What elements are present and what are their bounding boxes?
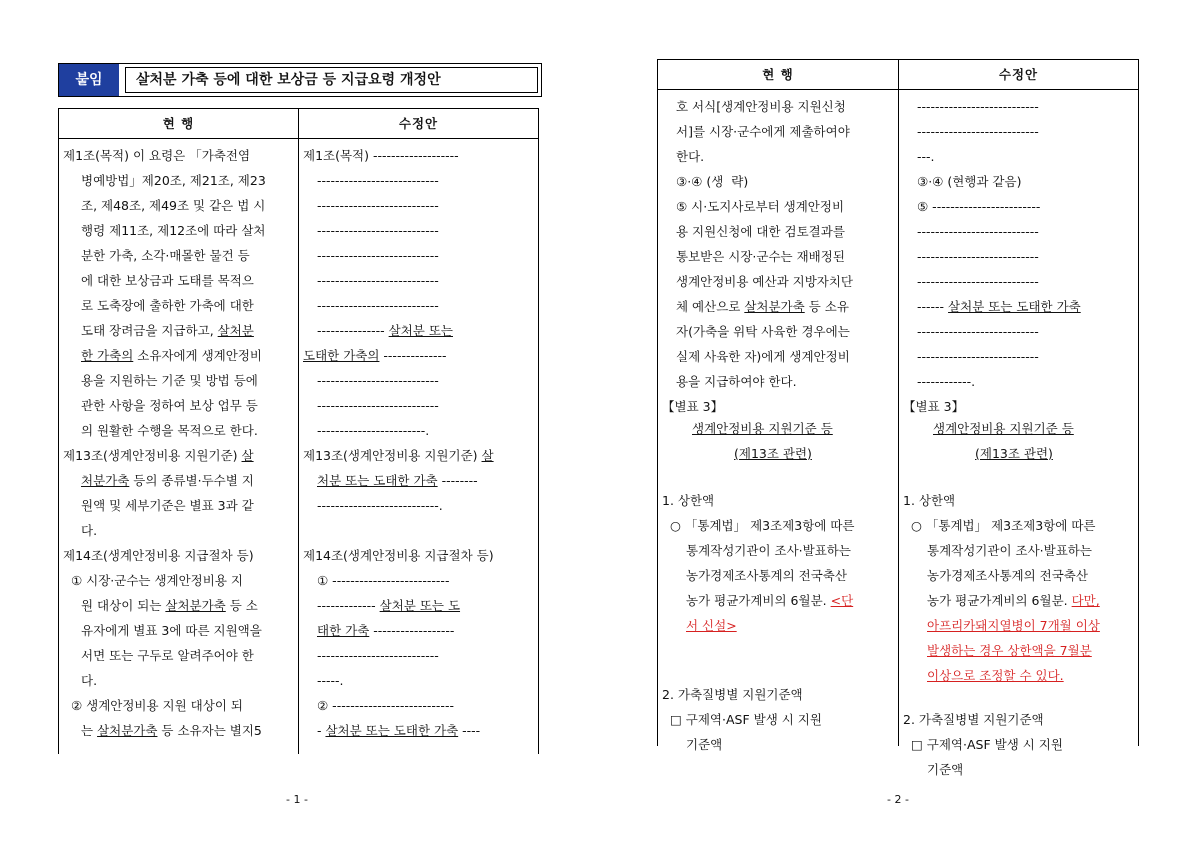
red-text: 이상으로 조정할 수 있다. [927,668,1064,683]
text-line: 용 지원신청에 대한 검토결과를 [676,224,845,239]
text-line: --------------------------- [917,324,1039,339]
text-line: 조, 제48조, 제49조 및 같은 법 시 [81,198,266,213]
underlined-text: 살처분 또는 도태한 가축 [948,299,1081,314]
underlined-text: 태한 가축 [317,623,370,638]
underlined-text: 처분 또는 도태한 가축 [317,473,438,488]
text-line: 통계작성기관이 조사·발표하는 [686,543,851,558]
text-line: 1. 상한액 [662,493,715,508]
text-line: □ 구제역·ASF 발생 시 지원 [911,737,1063,752]
text-line: 태한 가축 ------------------ [317,623,455,638]
text-line: 병예방법」제20조, 제21조, 제23 [81,173,266,188]
red-text: 서 신설> [686,618,737,633]
text-line: 한다. [676,149,705,164]
text-line: ② --------------------------- [317,698,454,713]
underlined-text: 한 가축의 [81,348,134,363]
underlined-text: 살처분 또는 도 [379,598,461,613]
text-line: ○ 「통계법」 제3조제3항에 따른 [911,518,1096,533]
column-divider [298,109,299,754]
text-line: ① -------------------------- [317,573,450,588]
text-line: --------------------------- [917,99,1039,114]
text-line: (제13조 관련) [975,446,1053,461]
text-line: 처분가축 등의 종류별·두수별 지 [81,473,254,488]
underlined-text: 살처분가축 [165,598,226,613]
text-line: 의 원활한 수행을 목적으로 한다. [81,423,258,438]
text-line: --------------------------- [317,198,439,213]
text-line: 통보받은 시장·군수는 재배정된 [676,249,845,264]
text-line: --------------------------- [317,248,439,263]
text-line: 서면 또는 구두로 알려주어야 한 [81,648,254,663]
text-line: 호 서식[생계안정비용 지원신청 [676,99,846,114]
text-line: 도태 장려금을 지급하고, 살처분 [81,323,254,338]
header-current: 현 행 [59,109,298,139]
text-line: 농가 평균가계비의 6월분. <단 [686,593,854,608]
header-revised: 수정안 [299,109,538,139]
text-line: 제14조(생계안정비용 지급절차 등) [303,548,494,563]
header-revised: 수정안 [899,60,1138,90]
text-line: --------------------------- [317,223,439,238]
red-text: 발생하는 경우 상한액을 7월분 [927,643,1092,658]
document-title: 살처분 가축 등에 대한 보상금 등 지급요령 개정안 [125,67,538,93]
text-line: ② 생계안정비용 지원 대상이 되 [63,698,243,713]
text-line: 용을 지원하는 기준 및 방법 등에 [81,373,258,388]
red-text: 아프리카돼지열병이 7개월 이상 [927,618,1100,633]
text-line: 서]를 시장·군수에게 제출하여야 [676,124,850,139]
page-number: - 2 - [887,793,909,806]
text-line: 【별표 3】 [903,399,965,414]
text-line: 실제 사육한 자)에게 생계안정비 [676,349,850,364]
comparison-table-2 [657,59,1139,777]
text-line: 제13조(생계안정비용 지원기준) 살 [303,448,494,463]
underlined-text: 살처분가축 [97,723,158,738]
text-line: 제14조(생계안정비용 지급절차 등) [63,548,254,563]
text-line: 행령 제11조, 제12조에 따라 살처 [81,223,266,238]
text-line: 【별표 3】 [662,399,724,414]
column-divider [898,60,899,746]
comparison-table-1 [58,108,539,754]
text-line: □ 구제역·ASF 발생 시 지원 [670,712,822,727]
text-line: --------------- 살처분 또는 [317,323,453,338]
text-line: 기준액 [927,762,964,777]
text-line: 원 대상이 되는 살처분가축 등 소 [81,598,258,613]
text-line: 제1조(목적) 이 요령은 「가축전염 [63,148,251,163]
text-line: ---. [917,149,935,164]
text-line: 기준액 [686,737,723,752]
text-line: 자(가축을 위탁 사육한 경우에는 [676,324,850,339]
text-line: ------------------------. [317,423,430,438]
text-line: --------------------------- [317,298,439,313]
text-line: --------------------------- [317,173,439,188]
text-line: ------ 살처분 또는 도태한 가축 [917,299,1081,314]
page-number: - 1 - [286,793,308,806]
text-line: 다. [81,523,98,538]
text-line: 생계안정비용 지원기준 등 [692,421,833,436]
text-line: ③·④ (현행과 같음) [917,174,1022,189]
text-line: 한 가축의 소유자에게 생계안정비 [81,348,262,363]
text-line: --------------------------- [317,273,439,288]
text-line: 관한 사항을 정하여 보상 업무 등 [81,398,258,413]
underlined-text: 살처분가축 [744,299,805,314]
document-title-box [58,63,542,97]
text-line: 농가경제조사통계의 전국축산 [927,568,1088,583]
header-current: 현 행 [658,60,898,90]
text-line: 2. 가축질병별 지원기준액 [903,712,1044,727]
text-line: --------------------------- [917,349,1039,364]
underlined-text: 도태한 가축의 [303,348,380,363]
text-line: --------------------------- [317,398,439,413]
text-line: 에 대한 보상금과 도태를 목적으 [81,273,254,288]
text-line: ⑤ ------------------------ [917,199,1041,214]
text-line: --------------------------- [317,373,439,388]
text-line: 농가 평균가계비의 6월분. 다만, [927,593,1100,608]
text-line: ① 시장·군수는 생계안정비용 지 [63,573,243,588]
underlined-text: 살처분 [217,323,254,338]
text-line: 로 도축장에 출하한 가축에 대한 [81,298,254,313]
underlined-text: 살처분 또는 [388,323,453,338]
text-line: 통계작성기관이 조사·발표하는 [927,543,1092,558]
text-line: 도태한 가축의 -------------- [303,348,447,363]
underlined-text: 살처분 또는 도태한 가축 [325,723,459,738]
text-line: --------------------------- [317,648,439,663]
text-line: 체 예산으로 살처분가축 등 소유 [676,299,849,314]
underlined-text: 처분가축 [81,473,130,488]
text-line: 유자에게 별표 3에 따른 지원액을 [81,623,262,638]
text-line: 원액 및 세부기준은 별표 3과 같 [81,498,254,513]
text-line: 제1조(목적) ------------------- [303,148,459,163]
page-2 [600,0,1200,848]
text-line: 다. [81,673,98,688]
text-line: -----. [317,673,344,688]
text-line: ⑤ 시·도지사로부터 생계안정비 [676,199,845,214]
text-line: ------------- 살처분 또는 도 [317,598,461,613]
text-line: (제13조 관련) [734,446,812,461]
red-text: <단 [830,593,854,608]
attachment-badge: 붙임 [59,64,119,96]
text-line: --------------------------- [917,274,1039,289]
text-line: ------------. [917,374,976,389]
red-text: 다만, [1071,593,1100,608]
text-line: --------------------------- [917,124,1039,139]
text-line: 분한 가축, 소각·매몰한 물건 등 [81,248,250,263]
text-line: 제13조(생계안정비용 지원기준) 살 [63,448,254,463]
text-line: 1. 상한액 [903,493,956,508]
text-line: 는 살처분가축 등 소유자는 별지5 [81,723,262,738]
text-line: ③·④ (생 략) [676,174,749,189]
text-line: 농가경제조사통계의 전국축산 [686,568,847,583]
text-line: 용을 지급하여야 한다. [676,374,797,389]
text-line: - 살처분 또는 도태한 가축 ---- [317,723,481,738]
text-line: 생계안정비용 예산과 지방자치단 [676,274,853,289]
text-line: --------------------------- [917,224,1039,239]
text-line: ○ 「통계법」 제3조제3항에 따른 [670,518,855,533]
text-line: 처분 또는 도태한 가축 -------- [317,473,478,488]
text-line: --------------------------- [917,249,1039,264]
text-line: 2. 가축질병별 지원기준액 [662,687,803,702]
text-line: ---------------------------. [317,498,443,513]
text-line: 생계안정비용 지원기준 등 [933,421,1074,436]
